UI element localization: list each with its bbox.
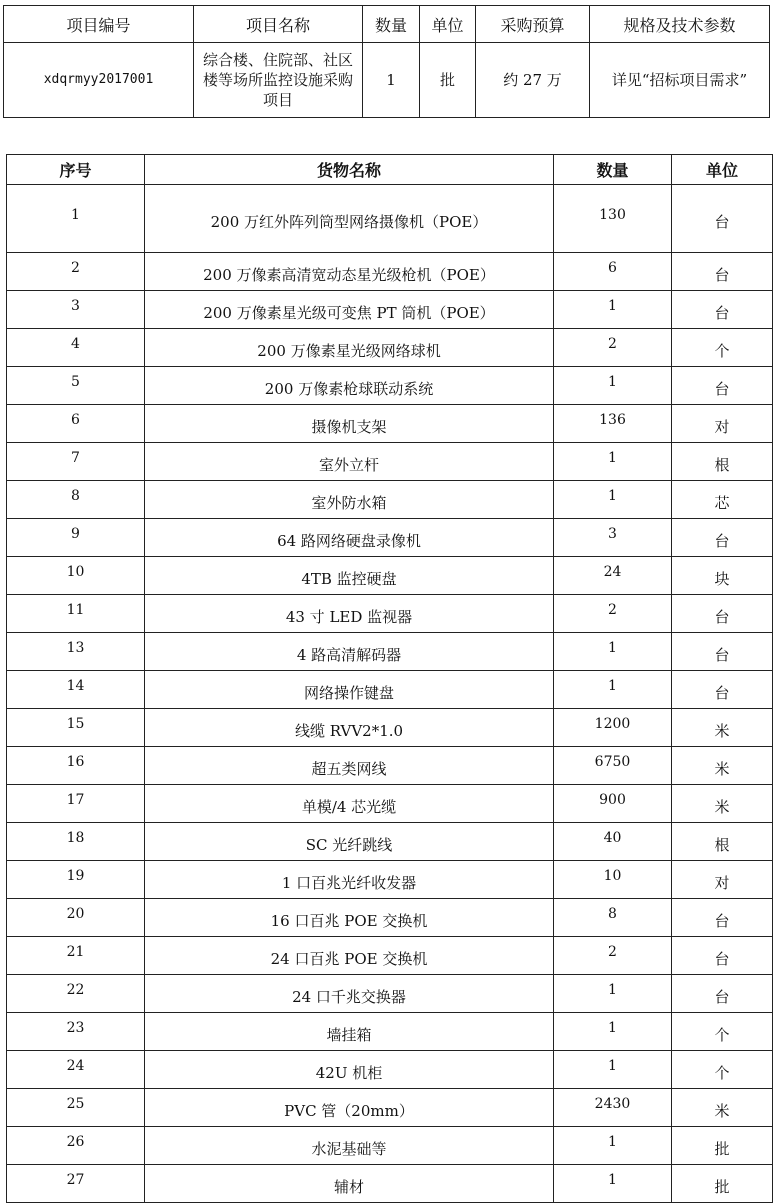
row-quantity-cell (554, 557, 672, 595)
row-quantity-cell (554, 899, 672, 937)
row-goods-name: 1 口百兆光纤收发器 (281, 874, 417, 892)
row-serial-no: 10 (66, 563, 85, 580)
row-quantity-cell (554, 1051, 672, 1089)
row-unit: 台 (714, 304, 730, 322)
row-unit-cell (672, 185, 773, 253)
row-serial-no: 8 (71, 487, 80, 504)
goods-table-body (7, 185, 773, 1203)
row-unit: 台 (714, 988, 730, 1006)
row-quantity-cell (554, 481, 672, 519)
row-unit-cell (672, 747, 773, 785)
row-unit: 米 (714, 798, 730, 816)
header-unit: 单位 (420, 6, 476, 43)
row-serial-no-cell (7, 481, 145, 519)
row-unit: 台 (714, 532, 730, 550)
row-serial-no-cell (7, 329, 145, 367)
row-goods-name-cell (145, 557, 554, 595)
row-quantity: 10 (603, 867, 622, 884)
row-unit: 批 (714, 1178, 730, 1196)
row-goods-name: 200 万像素枪球联动系统 (264, 380, 434, 398)
row-unit: 根 (714, 836, 730, 854)
header-goods-quantity: 数量 (554, 155, 672, 185)
row-goods-name: PVC 管（20mm） (284, 1102, 414, 1120)
row-quantity-cell (554, 975, 672, 1013)
row-quantity: 1 (608, 1057, 617, 1074)
row-quantity: 24 (603, 563, 622, 580)
table-row (7, 785, 773, 823)
row-serial-no: 14 (66, 677, 85, 694)
table-row (7, 291, 773, 329)
row-goods-name-cell (145, 185, 554, 253)
row-unit: 台 (714, 608, 730, 626)
goods-header-row (7, 155, 773, 185)
row-quantity: 1 (608, 449, 617, 466)
row-quantity: 1 (608, 639, 617, 656)
project-name: 综合楼、住院部、社区楼等场所监控设施采购项目 (194, 43, 363, 118)
row-serial-no: 2 (71, 259, 80, 276)
row-serial-no-cell (7, 709, 145, 747)
row-quantity-cell (554, 253, 672, 291)
row-goods-name-cell (145, 899, 554, 937)
row-quantity: 900 (599, 791, 626, 808)
row-serial-no-cell (7, 975, 145, 1013)
row-serial-no: 24 (66, 1057, 85, 1074)
row-goods-name-cell (145, 1013, 554, 1051)
table-row (7, 709, 773, 747)
row-unit-cell (672, 481, 773, 519)
row-quantity: 1 (608, 1171, 617, 1188)
row-serial-no: 18 (66, 829, 85, 846)
project-budget: 约 27 万 (476, 43, 590, 118)
row-goods-name-cell (145, 785, 554, 823)
row-goods-name: 43 寸 LED 监视器 (285, 608, 413, 626)
row-serial-no-cell (7, 1051, 145, 1089)
row-goods-name: 200 万红外阵列筒型网络摄像机（POE） (210, 213, 488, 231)
row-serial-no-cell (7, 899, 145, 937)
row-quantity: 2430 (594, 1095, 631, 1112)
row-quantity-cell (554, 1165, 672, 1203)
row-goods-name: 摄像机支架 (311, 418, 387, 436)
row-goods-name: 200 万像素星光级网络球机 (257, 342, 441, 360)
row-serial-no: 26 (66, 1133, 85, 1150)
header-project-code: 项目编号 (4, 6, 194, 43)
table-row (7, 329, 773, 367)
row-goods-name: 4TB 监控硬盘 (301, 570, 397, 588)
row-quantity-cell (554, 709, 672, 747)
row-serial-no-cell (7, 367, 145, 405)
row-unit-cell (672, 405, 773, 443)
row-quantity-cell (554, 937, 672, 975)
row-goods-name: 线缆 RVV2*1.0 (294, 722, 404, 740)
row-goods-name-cell (145, 443, 554, 481)
row-serial-no: 23 (66, 1019, 85, 1036)
row-goods-name-cell (145, 405, 554, 443)
row-unit: 台 (714, 266, 730, 284)
row-serial-no: 22 (66, 981, 85, 998)
row-quantity-cell (554, 519, 672, 557)
row-serial-no: 15 (66, 715, 85, 732)
project-spec: 详见“招标项目需求” (590, 43, 770, 118)
row-serial-no-cell (7, 633, 145, 671)
row-unit-cell (672, 899, 773, 937)
table-row (7, 1165, 773, 1203)
row-serial-no: 6 (71, 411, 80, 428)
row-serial-no-cell (7, 405, 145, 443)
row-serial-no: 5 (71, 373, 80, 390)
table-row (7, 937, 773, 975)
row-serial-no-cell (7, 443, 145, 481)
row-serial-no-cell (7, 557, 145, 595)
header-quantity: 数量 (363, 6, 420, 43)
row-quantity: 40 (603, 829, 622, 846)
project-quantity: 1 (363, 43, 420, 118)
row-serial-no: 20 (66, 905, 85, 922)
row-goods-name-cell (145, 253, 554, 291)
row-unit: 批 (714, 1140, 730, 1158)
row-quantity: 2 (608, 601, 617, 618)
row-serial-no-cell (7, 1089, 145, 1127)
row-unit: 个 (714, 1026, 730, 1044)
row-unit-cell (672, 1165, 773, 1203)
row-quantity-cell (554, 671, 672, 709)
table-row (7, 633, 773, 671)
row-serial-no-cell (7, 747, 145, 785)
row-quantity: 6750 (594, 753, 631, 770)
row-unit: 台 (714, 646, 730, 664)
row-unit-cell (672, 1127, 773, 1165)
row-goods-name-cell (145, 291, 554, 329)
header-spec: 规格及技术参数 (590, 6, 770, 43)
row-quantity: 1200 (594, 715, 631, 732)
header-goods-name: 货物名称 (145, 155, 554, 185)
row-quantity-cell (554, 633, 672, 671)
row-serial-no-cell (7, 1127, 145, 1165)
row-goods-name-cell (145, 861, 554, 899)
table-row (7, 481, 773, 519)
table-row (7, 595, 773, 633)
row-quantity-cell (554, 747, 672, 785)
table-row (7, 861, 773, 899)
row-serial-no-cell (7, 253, 145, 291)
row-goods-name-cell (145, 1127, 554, 1165)
row-quantity: 8 (608, 905, 617, 922)
row-unit-cell (672, 253, 773, 291)
row-serial-no-cell (7, 823, 145, 861)
table-row (7, 899, 773, 937)
row-serial-no: 17 (66, 791, 85, 808)
row-unit: 块 (714, 570, 730, 588)
header-budget: 采购预算 (476, 6, 590, 43)
row-quantity: 136 (599, 411, 626, 428)
header-goods-unit: 单位 (672, 155, 773, 185)
row-goods-name: 超五类网线 (311, 760, 387, 778)
row-quantity: 1 (608, 677, 617, 694)
table-row (7, 367, 773, 405)
row-goods-name: 64 路网络硬盘录像机 (277, 532, 421, 550)
row-goods-name: 4 路高清解码器 (296, 646, 402, 664)
row-goods-name-cell (145, 367, 554, 405)
project-unit: 批 (420, 43, 476, 118)
row-quantity-cell (554, 823, 672, 861)
row-goods-name: 200 万像素星光级可变焦 PT 筒机（POE） (203, 304, 495, 322)
row-unit: 台 (714, 950, 730, 968)
row-serial-no: 1 (71, 206, 80, 223)
row-unit-cell (672, 937, 773, 975)
row-quantity: 2 (608, 943, 617, 960)
header-project-name: 项目名称 (194, 6, 363, 43)
table-row (7, 185, 773, 253)
row-unit: 对 (714, 874, 730, 892)
project-header-row (4, 6, 770, 43)
row-unit-cell (672, 443, 773, 481)
row-quantity-cell (554, 329, 672, 367)
table-row (7, 443, 773, 481)
row-goods-name-cell (145, 747, 554, 785)
table-row (7, 671, 773, 709)
row-goods-name: 室外防水箱 (311, 494, 387, 512)
row-serial-no-cell (7, 1165, 145, 1203)
row-goods-name: 网络操作键盘 (303, 684, 394, 702)
row-goods-name-cell (145, 1051, 554, 1089)
row-unit-cell (672, 1013, 773, 1051)
row-goods-name: 16 口百兆 POE 交换机 (270, 912, 428, 930)
row-unit-cell (672, 861, 773, 899)
row-serial-no-cell (7, 595, 145, 633)
row-unit-cell (672, 709, 773, 747)
row-unit-cell (672, 367, 773, 405)
row-serial-no: 4 (71, 335, 80, 352)
row-unit: 芯 (714, 494, 730, 512)
row-unit: 台 (714, 912, 730, 930)
row-goods-name-cell (145, 481, 554, 519)
row-serial-no-cell (7, 671, 145, 709)
row-serial-no: 9 (71, 525, 80, 542)
table-row (7, 1089, 773, 1127)
header-serial-no: 序号 (7, 155, 145, 185)
row-quantity-cell (554, 595, 672, 633)
row-goods-name: 墙挂箱 (326, 1026, 372, 1044)
row-unit: 个 (714, 1064, 730, 1082)
row-quantity: 6 (608, 259, 617, 276)
row-quantity-cell (554, 405, 672, 443)
table-row (7, 519, 773, 557)
row-quantity-cell (554, 1013, 672, 1051)
row-goods-name: SC 光纤跳线 (305, 836, 393, 854)
table-row (7, 253, 773, 291)
row-goods-name-cell (145, 671, 554, 709)
row-serial-no-cell (7, 1013, 145, 1051)
row-quantity: 1 (608, 297, 617, 314)
project-summary-table (3, 5, 770, 118)
row-unit: 台 (714, 684, 730, 702)
row-unit: 米 (714, 1102, 730, 1120)
row-serial-no: 7 (71, 449, 80, 466)
row-quantity-cell (554, 367, 672, 405)
row-goods-name: 24 口千兆交换器 (292, 988, 406, 1006)
row-goods-name: 42U 机柜 (315, 1064, 383, 1082)
row-serial-no: 21 (66, 943, 85, 960)
row-goods-name: 200 万像素高清宽动态星光级枪机（POE） (203, 266, 495, 284)
row-serial-no: 19 (66, 867, 85, 884)
row-unit-cell (672, 823, 773, 861)
row-serial-no-cell (7, 937, 145, 975)
row-serial-no: 27 (66, 1171, 85, 1188)
row-unit-cell (672, 633, 773, 671)
row-quantity: 3 (608, 525, 617, 542)
row-goods-name-cell (145, 937, 554, 975)
row-goods-name-cell (145, 1089, 554, 1127)
table-row (7, 405, 773, 443)
row-quantity-cell (554, 1127, 672, 1165)
row-goods-name-cell (145, 595, 554, 633)
row-goods-name: 单模/4 芯光缆 (301, 798, 397, 816)
row-goods-name-cell (145, 633, 554, 671)
row-unit-cell (672, 595, 773, 633)
row-serial-no: 16 (66, 753, 85, 770)
row-serial-no: 13 (66, 639, 85, 656)
row-unit-cell (672, 291, 773, 329)
row-unit-cell (672, 671, 773, 709)
row-quantity: 2 (608, 335, 617, 352)
row-quantity-cell (554, 291, 672, 329)
table-row (7, 1051, 773, 1089)
row-quantity-cell (554, 185, 672, 253)
row-quantity-cell (554, 861, 672, 899)
row-unit: 根 (714, 456, 730, 474)
row-unit: 米 (714, 722, 730, 740)
table-row (7, 1013, 773, 1051)
row-quantity: 1 (608, 1133, 617, 1150)
row-serial-no-cell (7, 861, 145, 899)
row-serial-no: 11 (66, 601, 85, 618)
project-code: xdqrmyy2017001 (4, 43, 194, 118)
row-goods-name-cell (145, 519, 554, 557)
row-unit-cell (672, 1051, 773, 1089)
row-quantity: 1 (608, 487, 617, 504)
row-goods-name-cell (145, 709, 554, 747)
row-serial-no-cell (7, 185, 145, 253)
table-row (7, 747, 773, 785)
table-row (7, 975, 773, 1013)
row-serial-no: 25 (66, 1095, 85, 1112)
row-quantity: 130 (599, 206, 626, 223)
project-row (4, 43, 770, 118)
row-unit-cell (672, 519, 773, 557)
row-quantity-cell (554, 1089, 672, 1127)
row-goods-name: 室外立杆 (318, 456, 379, 474)
row-goods-name-cell (145, 975, 554, 1013)
row-serial-no: 3 (71, 297, 80, 314)
row-unit-cell (672, 1089, 773, 1127)
row-goods-name-cell (145, 329, 554, 367)
row-quantity: 1 (608, 1019, 617, 1036)
row-goods-name-cell (145, 823, 554, 861)
row-unit-cell (672, 785, 773, 823)
row-serial-no-cell (7, 291, 145, 329)
table-row (7, 557, 773, 595)
table-row (7, 823, 773, 861)
row-unit: 台 (714, 213, 730, 231)
row-goods-name-cell (145, 1165, 554, 1203)
row-unit-cell (672, 557, 773, 595)
goods-list-table (6, 154, 773, 1203)
row-quantity-cell (554, 785, 672, 823)
row-quantity: 1 (608, 981, 617, 998)
row-goods-name: 辅材 (333, 1178, 364, 1196)
row-unit: 台 (714, 380, 730, 398)
row-serial-no-cell (7, 519, 145, 557)
row-goods-name: 水泥基础等 (311, 1140, 387, 1158)
row-unit: 个 (714, 342, 730, 360)
row-quantity-cell (554, 443, 672, 481)
row-quantity: 1 (608, 373, 617, 390)
row-goods-name: 24 口百兆 POE 交换机 (270, 950, 428, 968)
row-serial-no-cell (7, 785, 145, 823)
table-row (7, 1127, 773, 1165)
row-unit-cell (672, 329, 773, 367)
row-unit: 米 (714, 760, 730, 778)
row-unit: 对 (714, 418, 730, 436)
row-unit-cell (672, 975, 773, 1013)
